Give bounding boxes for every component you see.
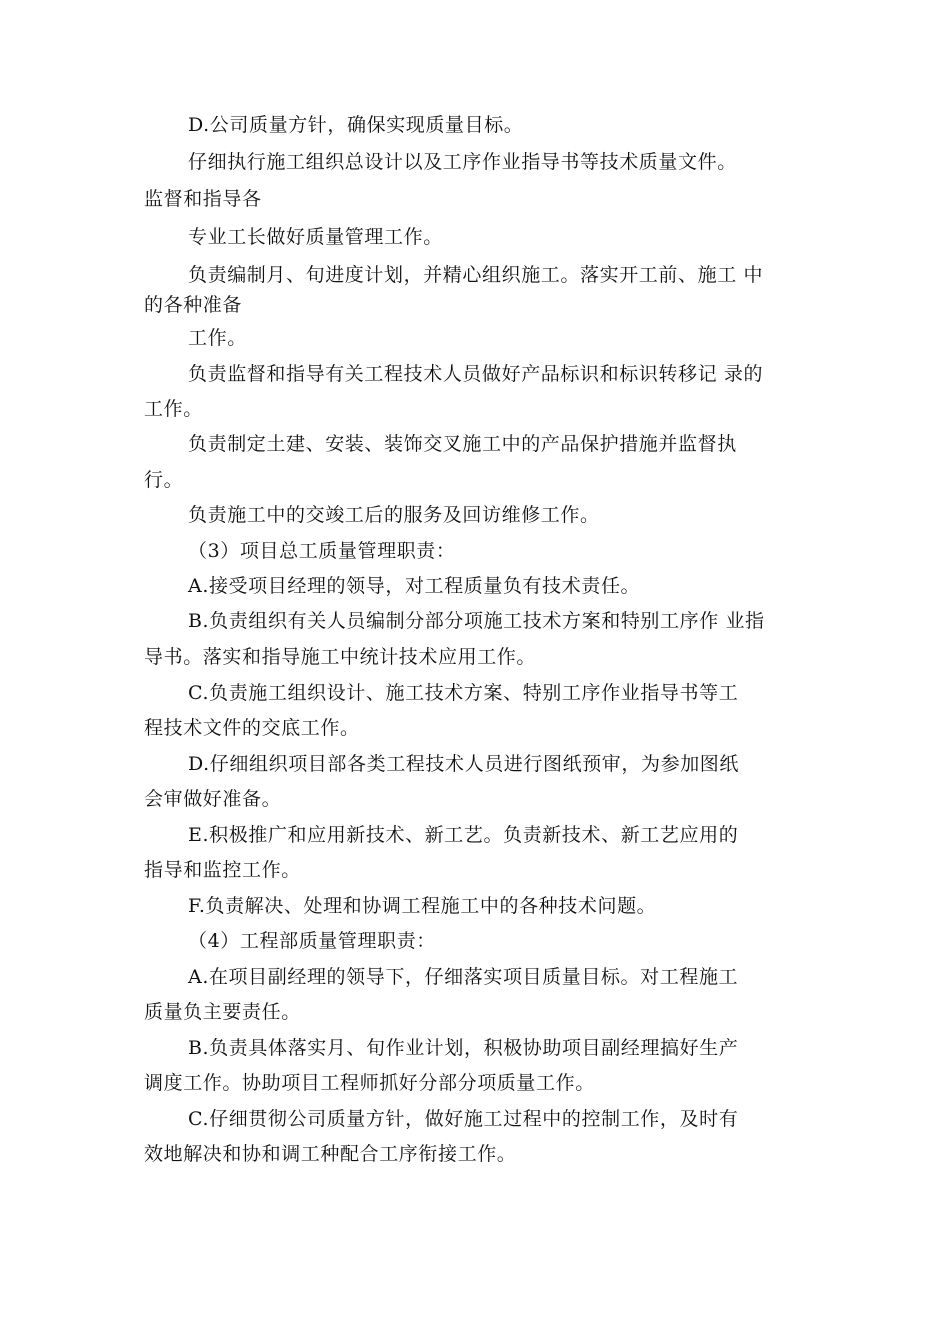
text-line: 仔细执行施工组织总设计以及工序作业指导书等技术质量文件。: [188, 151, 737, 173]
text-line: 监督和指导各: [144, 188, 262, 210]
text-line: C.负责施工组织设计、施工技术方案、特别工序作业指导书等工: [188, 682, 739, 704]
text-line: B.负责具体落实月、旬作业计划，积极协助项目副经理搞好生产: [188, 1037, 739, 1059]
section-heading: （3）项目总工质量管理职责：: [188, 540, 456, 562]
section-heading: （4）工程部质量管理职责：: [188, 930, 436, 952]
text-line: D.仔细组织项目部各类工程技术人员进行图纸预审，为参加图纸: [188, 753, 739, 775]
text-line: 会审做好准备。: [144, 788, 282, 810]
text-line: 程技术文件的交底工作。: [144, 717, 360, 739]
text-line: 导书。落实和指导施工中统计技术应用工作。: [144, 646, 537, 668]
text-line: F.负责解决、处理和协调工程施工中的各种技术问题。: [188, 895, 657, 917]
text-line: 负责编制月、旬进度计划，并精心组织施工。落实开工前、施工 中: [188, 264, 764, 286]
text-line: A.在项目副经理的领导下，仔细落实项目质量目标。对工程施工: [188, 966, 739, 988]
text-line: 负责制定土建、安装、装饰交叉施工中的产品保护措施并监督执: [188, 433, 737, 455]
text-line: 负责监督和指导有关工程技术人员做好产品标识和标识转移记 录的: [188, 363, 764, 385]
text-line: 专业工长做好质量管理工作。: [188, 226, 443, 248]
text-line: C.仔细贯彻公司质量方针，做好施工过程中的控制工作，及时有: [188, 1108, 739, 1130]
text-line: E.积极推广和应用新技术、新工艺。负责新技术、新工艺应用的: [188, 824, 739, 846]
text-line: 负责施工中的交竣工后的服务及回访维修工作。: [188, 504, 600, 526]
text-line: B.负责组织有关人员编制分部分项施工技术方案和特别工序作 业指: [188, 610, 765, 632]
text-line: 调度工作。协助项目工程师抓好分部分项质量工作。: [144, 1072, 595, 1094]
text-line: A.接受项目经理的领导，对工程质量负有技术责任。: [188, 575, 641, 597]
text-line: 指导和监控工作。: [144, 859, 301, 881]
text-line: 行。: [144, 469, 184, 491]
text-line: 效地解决和协和调工种配合工序衔接工作。: [144, 1143, 517, 1165]
text-line: 工作。: [188, 327, 247, 349]
text-line: 的各种准备: [144, 294, 243, 316]
text-line: D.公司质量方针，确保实现质量目标。: [188, 114, 524, 136]
text-line: 质量负主要责任。: [144, 1001, 301, 1023]
text-line: 工作。: [144, 398, 203, 420]
